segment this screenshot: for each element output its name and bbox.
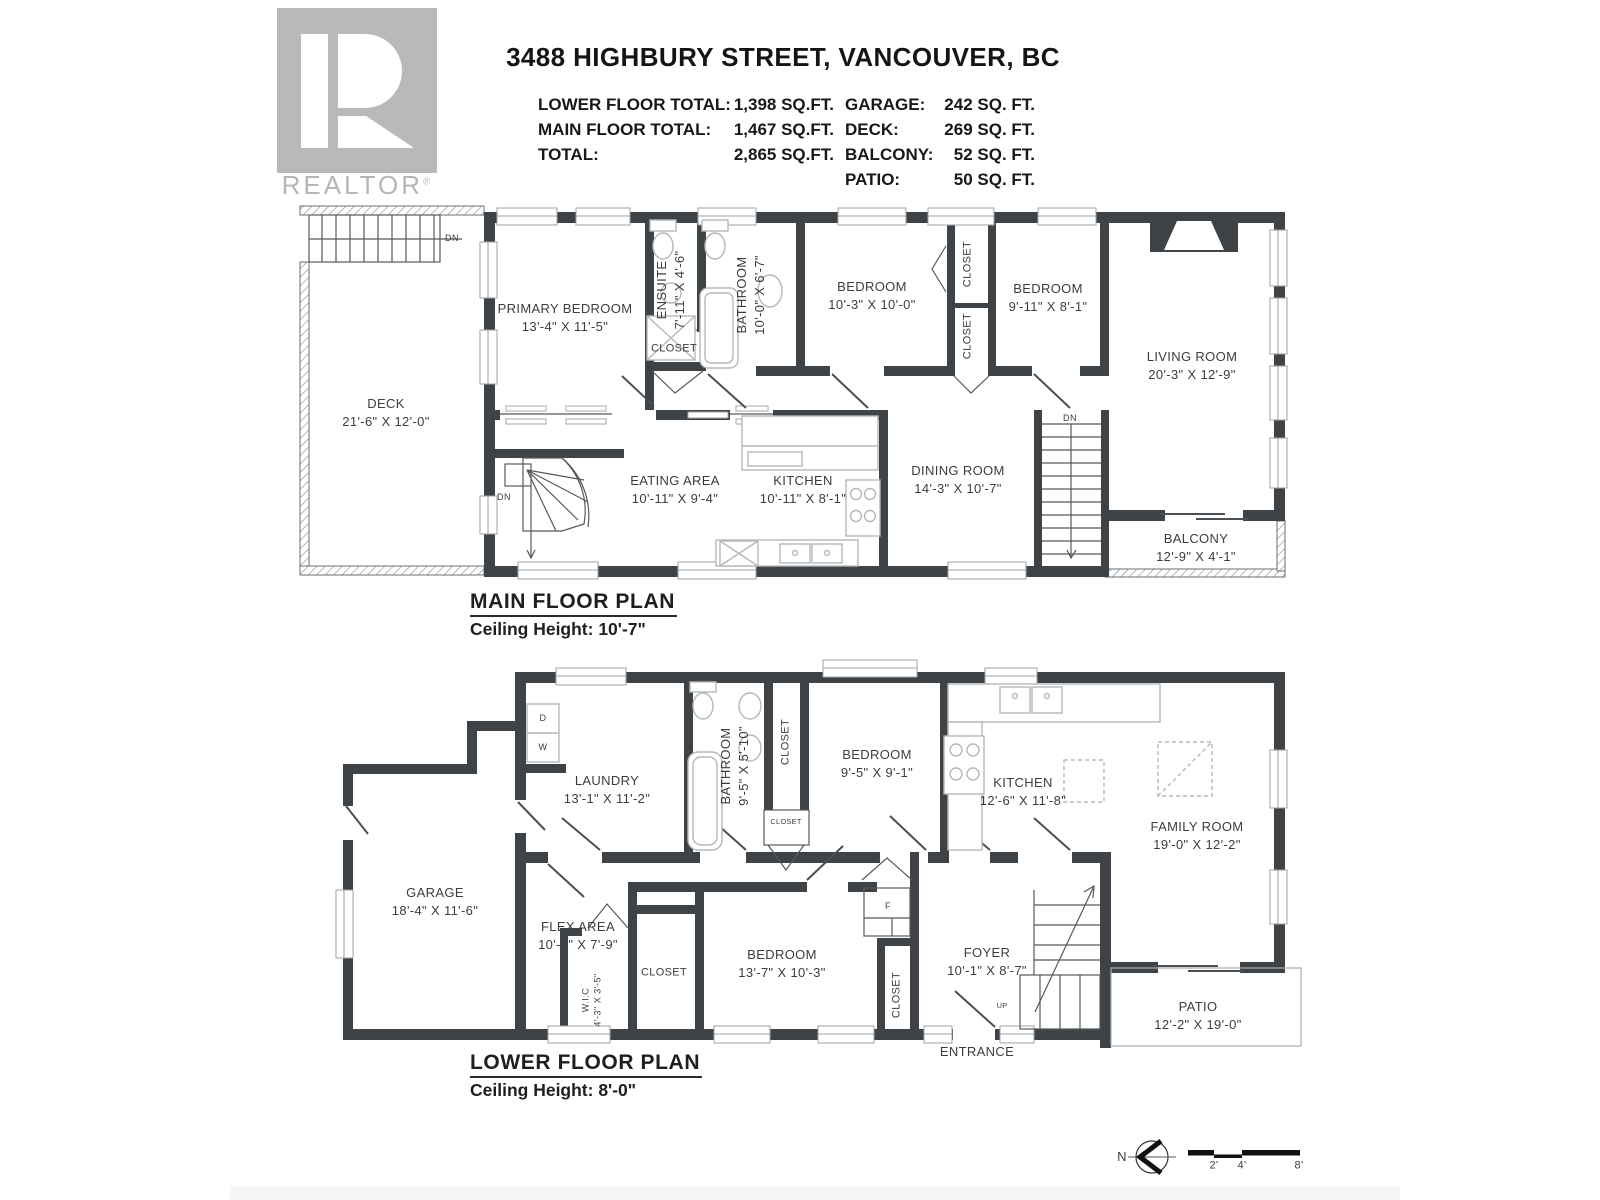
room-label-lower-kitchen: KITCHEN 12'-6" X 11'-8" [979, 775, 1067, 808]
room-label-dining-room: DINING ROOM 14'-3" X 10'-7" [911, 463, 1005, 496]
floor-area-stats-right [845, 92, 1035, 192]
room-label-main-kitchen: KITCHEN 10'-11" X 8'-1" [759, 473, 847, 506]
stat-label: BALCONY: [845, 144, 934, 164]
stat-row [538, 92, 834, 117]
room-label-eating-area: EATING AREA 10'-11" X 9'-4" [630, 473, 720, 506]
room-label-wic: W.I.C 4'-3" X 3'-5" [580, 973, 603, 1027]
room-label-patio: PATIO 12'-2" X 19'-0" [1154, 999, 1242, 1032]
lower-floor-plan-title: LOWER FLOOR PLAN Ceiling Height: 8'-0" [470, 1051, 701, 1100]
scale-tick-2ft: 2' [1209, 1159, 1219, 1172]
realtor-watermark-text: REALTOR® [281, 170, 431, 200]
washer-label: W [538, 741, 548, 752]
stat-row [845, 92, 1035, 117]
stairs-up-label: UP [996, 1000, 1008, 1010]
furnace-label: F [885, 900, 891, 911]
closet-label-flex: CLOSET [640, 966, 688, 979]
stat-row-total [538, 142, 834, 167]
main-floor-deck-balcony [300, 206, 1285, 577]
stat-row [845, 167, 1035, 192]
room-label-balcony: BALCONY 12'-9" X 4'-1" [1156, 531, 1236, 564]
closet-label-foyer: CLOSET [890, 971, 903, 1019]
stat-value: 1,467 SQ.FT. [733, 119, 834, 139]
north-label: N [1117, 1149, 1127, 1165]
room-label-living-room: LIVING ROOM 20'-3" X 12'-9" [1146, 349, 1238, 382]
stat-label: MAIN FLOOR TOTAL: [538, 119, 712, 139]
closet-label-upper: CLOSET [961, 240, 974, 288]
stat-row [845, 117, 1035, 142]
room-label-bedroom-3: BEDROOM 9'-11" X 8'-1" [1008, 281, 1088, 314]
stat-value: 1,398 SQ.FT. [733, 94, 834, 114]
stat-value: 52 SQ. FT. [953, 144, 1035, 164]
stat-label: GARAGE: [845, 94, 926, 114]
stat-label: LOWER FLOOR TOTAL: [538, 94, 731, 114]
room-label-lower-bedroom-2: BEDROOM 13'-7" X 10'-3" [738, 947, 826, 980]
room-label-lower-bathroom: BATHROOM 9'-5" X 5'-10" [718, 726, 751, 806]
dryer-label: D [539, 712, 547, 723]
scale-bar [1188, 1150, 1300, 1158]
closet-label-lower: CLOSET [961, 312, 974, 360]
scale-tick-8ft: 8' [1294, 1159, 1304, 1172]
room-label-main-bathroom: BATHROOM 10'-0" X 6'-7" [734, 255, 767, 335]
room-label-deck: DECK 21'-6" X 12'-0" [342, 396, 430, 429]
stat-value: 269 SQ. FT. [944, 119, 1035, 139]
main-floor-walls [484, 212, 1285, 577]
north-compass-icon [1128, 1141, 1176, 1173]
spiral-stairs-dn-label: DN [497, 491, 511, 502]
stairs-dn-label: DN [1063, 412, 1077, 423]
page-title: 3488 HIGHBURY STREET, VANCOUVER, BC [506, 42, 1060, 72]
stat-row [845, 142, 1035, 167]
closet-label-ensuite: CLOSET [650, 342, 698, 355]
stat-value: 242 SQ. FT. [944, 94, 1035, 114]
stat-label: PATIO: [845, 169, 901, 189]
closet-label-strip: CLOSET [779, 718, 792, 766]
entrance-label: ENTRANCE [939, 1044, 1015, 1060]
stat-row [538, 117, 834, 142]
room-label-laundry: LAUNDRY 13'-1" X 11'-2" [563, 773, 651, 806]
bottom-strip [230, 1186, 1400, 1200]
closet-label-tiny: CLOSET [770, 816, 802, 826]
main-floor-plan-title: MAIN FLOOR PLAN Ceiling Height: 10'-7" [470, 590, 675, 639]
entrance-opening [953, 1029, 995, 1040]
deck-stairs-dn-label: DN [445, 232, 459, 243]
lower-floor-walls [343, 672, 1285, 1048]
room-label-flex-area: FLEX AREA 10'-1" X 7'-9" [538, 919, 618, 952]
room-label-ensuite: ENSUITE 7'-11" X 4'-6" [654, 250, 687, 330]
room-label-primary-bedroom: PRIMARY BEDROOM 13'-4" X 11'-5" [497, 301, 633, 334]
room-label-garage: GARAGE 18'-4" X 11'-6" [391, 885, 479, 918]
room-label-bedroom-2: BEDROOM 10'-3" X 10'-0" [828, 279, 916, 312]
stat-value: 50 SQ. FT. [953, 169, 1035, 189]
room-label-foyer: FOYER 10'-1" X 8'-7" [947, 945, 1027, 978]
realtor-logo-icon [277, 8, 437, 173]
stat-label: TOTAL: [538, 144, 599, 164]
stat-label: DECK: [845, 119, 899, 139]
floor-area-stats-left [538, 92, 834, 167]
stat-value: 2,865 SQ.FT. [733, 144, 834, 164]
room-label-family-room: FAMILY ROOM 19'-0" X 12'-2" [1150, 819, 1244, 852]
scale-tick-4ft: 4' [1237, 1159, 1247, 1172]
room-label-lower-bedroom-1: BEDROOM 9'-5" X 9'-1" [840, 747, 914, 780]
